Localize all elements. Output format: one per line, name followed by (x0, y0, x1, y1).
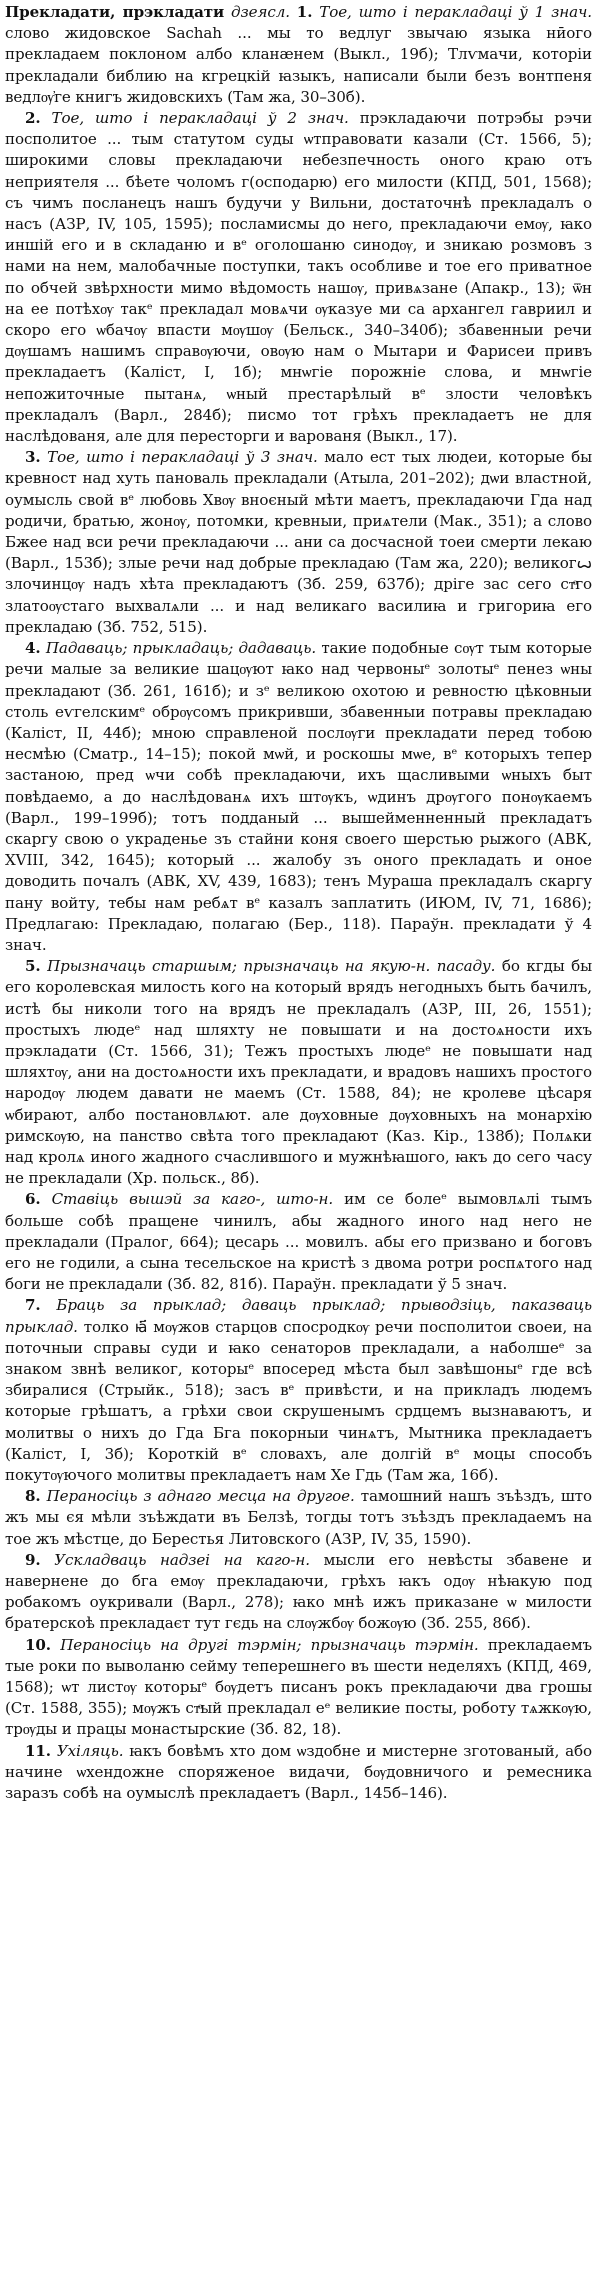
sense-7-definition: Браць за прыклад; даваць прыклад; прыводзіць, паказваць прыклад. (5, 1296, 592, 1336)
sense-11-definition: Ухіляць. (56, 1741, 124, 1760)
sense-3 (5, 447, 592, 638)
sense-8 (5, 1486, 592, 1550)
sense-7-number: 7. (25, 1296, 41, 1315)
sense-11-number: 11. (25, 1741, 51, 1760)
sense-10-definition: Пераносіць на другі тэрмін; прызначаць тэрмін. (60, 1635, 479, 1654)
sense-5 (5, 956, 592, 1189)
sense-4-number: 4. (25, 639, 41, 658)
sense-9 (5, 1550, 592, 1635)
sense-11 (5, 1741, 592, 1805)
sense-10 (5, 1635, 592, 1741)
sense-3-number: 3. (25, 448, 41, 467)
grammar-label: дзеясл. (231, 3, 290, 21)
sense-5-definition: Прызначаць старшым; прызначаць на якую-н. пасаду. (47, 957, 496, 976)
sense-1 (5, 2, 592, 108)
sense-9-citations: мысли его невѣсты збавене и навернене до бга емѹ прекладаючи, грѣхъ ꙗкъ одѹ нѣꙗкую под робакомъ оукривали (Варл., 278); ꙗко мнѣ ижъ приказане ѡ милости братерскоѣ прекладаєт тут гєдь на слѹжбѹ божѹю (Зб. 255, 86б). (5, 1550, 592, 1633)
sense-4-citations: такие подобные сѹт тым которые речи малые за великие шацѹют ꙗко над червоныᵉ золотыᵉ пенез ѡны прекладают (Зб. 261, 161б); и зᵉ великою охотою и ревностю цѣковныи столь еѵгелскимᵉ обрѹсомъ прикривши, збавенныи потравы прекладаю (Каліст, ІІ, 44б); мною справленой послѹги прекладати перед тобою несмѣю (Сматр., 14–15); покой мѡй, и роскошы мѡе, вᵉ которыхъ тепер застаною, пред ѡчи собѣ прекладаючи, ихъ щасливыми ѡныхъ быт повѣдаемо, а до наслѣдованѧ ихъ штѹкъ, ѡдинъ дрѹгого понѹкаемъ (Варл., 199–199б); тотъ подданый ... вышейменненный прекладатъ скаргу свою о украденье зъ стайни коня своего шерстью рыжого (АВК, XVIII, 342, 1645); который ... жалобу зъ оного прекладать и оное доводить почалъ (АВК, XV, 439, 1683); тенъ Мураша прекладалъ скаргу пану войту, тебы нам ребѧт вᵉ казалъ заплатить (ИЮМ, IV, 71, 1686); Предлагаю: Прекладаю, полагаю (Бер., 118). Параўн. прекладати ў 4 знач. (5, 639, 593, 954)
sense-4 (5, 638, 592, 956)
sense-4-definition: Падаваць; прыкладаць; дадаваць. (45, 639, 317, 658)
sense-2-definition: Тое, што і перакладаці ў 2 знач. (51, 109, 349, 128)
sense-8-definition: Пераносіць з аднаго месца на другое. (46, 1487, 355, 1506)
sense-9-number: 9. (25, 1550, 41, 1569)
sense-6-number: 6. (25, 1190, 41, 1209)
sense-2 (5, 108, 592, 447)
sense-11-citations: ꙗкъ бовѣмъ хто дом ѡздобне и мистерне зготованый, або начине ѡхендожне споряженое видачи, бѹдовничого и ремесника заразъ собѣ на оумыслѣ прекладаетъ (Варл., 145б–146). (5, 1741, 592, 1803)
sense-9-definition: Ускладваць надзеі на каго-н. (54, 1550, 310, 1569)
sense-1-number: 1. (296, 3, 313, 21)
sense-2-citations: прэкладаючи потрэбы рэчи посполитое ... тым статутом суды ѡтправовати казали (Ст. 1566, 5); широкими словы прекладаючи небезпечность оного краю отъ неприятеля ... бѣете чоломъ г(осподарю) его милости (КПД, 501, 1568); съ чимъ посланецъ нашъ будучи у Вильни, достаточнѣ прекладалъ о насъ (АЗР, IV, 105, 1595); посламисмы до него, прекладаючи емѹ, ꙗко иншій его и в складаню и вᵉ оголошаню синодѹ, и зникаю розмовъ з нами на нем, малобачные поступки, такъ особливе и тое его приватное по обчей звѣрхности мимо вѣдомость нашѹ, привѧзане (Апакр., 13); ѿн на ее потѣхѹ такᵉ прекладал мовѧчи ѹказуе ми са архангел гавриил и скоро его ѡбачѹ впасти мѹшѹ (Бельск., 340–340б); збавенныи речи дѹшамъ нашимъ справѹючи, овѹю нам о Мытари и Фарисеи привъ прекладаетъ (Каліст, І, 1б); мнѡгіе порожніе слова, и мнѡгіе непожиточные пытанѧ, ѡный престарѣлый вᵉ злости человѣкъ прекладалъ (Варл., 284б); писмо тот грѣхъ прекладаетъ не для наслѣдованя, але для пересторги и варованя (Выкл., 17). (5, 109, 593, 446)
sense-7-citations: толко ꙗ҃ мѹжов старцов спосродкѹ речи посполитои своеи, на поточныи справы суди и ꙗко сенаторов прекладали, а наболшеᵉ за знаком звнѣ великог, которыᵉ впосеред мѣста был завѣшоныᵉ где всѣ збиралися (Стрыйк., 518); засъ вᵉ привѣсти, и на прикладъ людемъ которые грѣшатъ, а грѣхи свои скрушенымъ срдцемъ вызнаваютъ, и молитвы о нихъ до Гда Бга покорныи чинѧтъ, Мытника прекладаетъ (Каліст, І, 3б); Короткій вᵉ словахъ, але долгій вᵉ моцы способъ покутѹючого молитвы прекладаетъ нам Хе Гдь (Там жа, 16б). (5, 1317, 592, 1485)
sense-8-number: 8. (25, 1487, 41, 1506)
sense-1-citations: слово жидовское Sachah ... мы то ведлуг звычаю языка нӣого прекладаем поклоном албо кланӕнем (Выкл., 19б); Тлѵмачи, которіи прекладали библию на кгрецкій ꙗзыкъ, написали были безъ вонтпеня ведлѹ҆ге книгъ жидовскихъ (Там жа, 30–30б). (5, 24, 592, 106)
sense-3-definition: Тое, што і перакладаці ў 3 знач. (47, 448, 318, 467)
sense-6-definition: Ставіць вышэй за каго-, што-н. (51, 1190, 334, 1209)
sense-3-citations: мало ест тых людеи, которые бы кревност над хуть пановаль прекладали (Атыла, 201–202); дѡи властной, оумысль свой вᵉ любовь Хвѹ вноєный мѣти маетъ, прекладаючи Гдa над родичи, братью, жонѹ, потомки, кревныи, приѧтели (Мак., 351); а слово Бжее над вси речи прекладаючи ... ани са досчасной тоеи смерти лекаю (Варл., 153б); злые речи над добрые прекладаю (Там жа, 220); великогꙍ злочинцѹ надъ хѣта прекладаютъ (Зб. 259, 637б); дріге зас сего стͦго златоѹстаго выхвалѧли ... и над великаго василиꙗ и григориꙗ его прекладаю (Зб. 752, 515). (5, 448, 593, 636)
sense-8-citations: тамошний нашъ зъѣздъ, што жъ мы єя мѣли зъѣждати въ Белзѣ, тогды тотъ зъѣздъ прекладаемъ на тое жъ мѣстце, до Берестья Литовского (АЗР, IV, 35, 1590). (5, 1487, 593, 1548)
sense-5-number: 5. (25, 957, 41, 976)
headword: Прекладати, прэкладати (5, 3, 225, 21)
sense-5-citations: бо кгды бы его королевская милость кого на который врядъ негодныхъ быть бачилъ, истѣ бы николи того на врядъ не прекладалъ (АЗР, ІІІ, 26, 1551); простыхъ людеᵉ над шляхту не повышати и на достоѧности ихъ прэкладати (Ст. 1566, 31); Тежъ простыхъ людеᵉ не повышати над шляхтѹ, ани на достоѧности ихъ прекладати, и врадовъ нашихъ простого народѹ людем давати не маемъ (Ст. 1588, 84); не кролеве цѣсаря ѡбирают, албо постановлѧют. але дѹховные дѹховныхъ на монархію римскѹю, на панство свѣта того прекладают (Каз. Кір., 138б); Полѧки над кролѧ иного жадного счаслившого и мужнѣꙗшого, ꙗкъ до сего часу не прекладали (Хр. польск., 8б). (5, 957, 593, 1188)
sense-7 (5, 1295, 592, 1486)
sense-2-number: 2. (25, 109, 41, 128)
sense-6-citations: им се болеᵉ вымовлѧлі тымъ больше собѣ пращене чинилъ, абы жадного иного над него не прекладали (Пралог, 664); цесарь ... мовилъ. абы его призвано и боговъ его не годили, а сына тесельское на кристѣ з двома ротри роспѧтого над боги не прекладали (Зб. 82, 81б). Параўн. прекладати ў 5 знач. (5, 1190, 593, 1294)
sense-10-number: 10. (25, 1635, 51, 1654)
sense-10-citations: прекладаемъ тые роки по выволаню сейму теперешнего въ шести неделяхъ (КПД, 469, 1568); ѡт листѹ которыᵉ бѹдетъ писанъ рокъ прекладаючи два грошы (Ст. 1588, 355); мѹжъ стͦый прекладал еᵉ великие посты, роботу тѧжкѹю, трѹды и працы монастырские (Зб. 82, 18). (5, 1635, 592, 1739)
sense-1-definition: Тое, што і перакладаці ў 1 знач. (319, 3, 592, 21)
sense-6 (5, 1189, 592, 1295)
